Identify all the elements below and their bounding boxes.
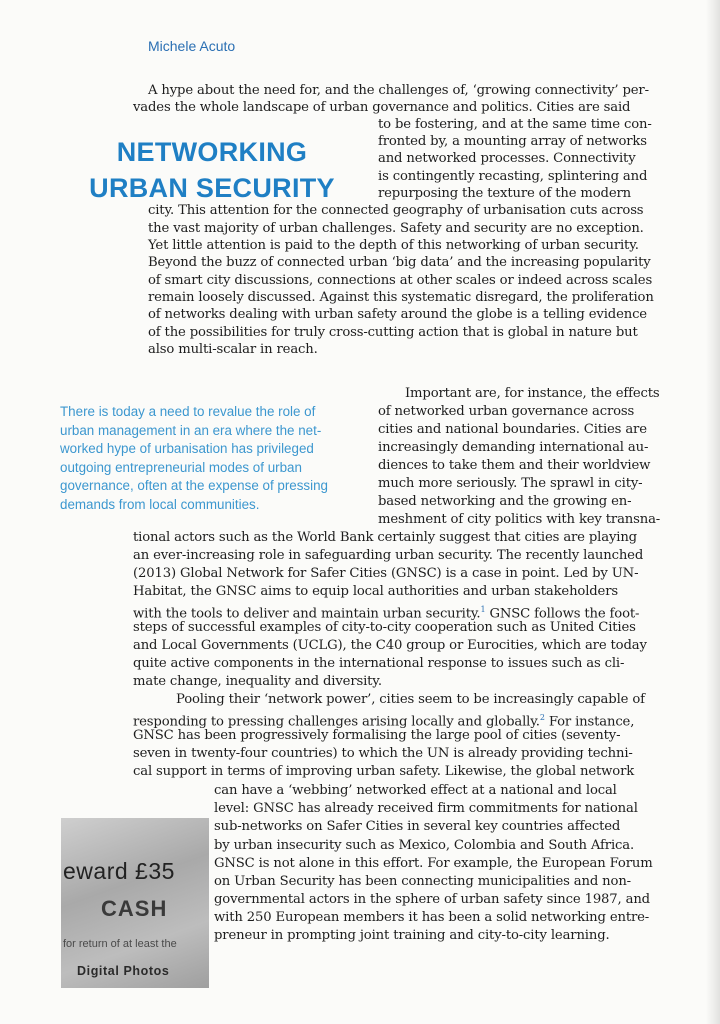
body-line: meshment of city politics with key transna- (378, 512, 661, 527)
body-line: diences to take them and their worldview (378, 458, 651, 473)
body-line: based networking and the growing en- (378, 494, 632, 509)
body-line-text: with the tools to deliver and maintain urban security. (133, 606, 481, 622)
body-line: much more seriously. The sprawl in city- (378, 476, 643, 491)
body-line: preneur in prompting joint training and city-to-city learning. (214, 928, 610, 943)
body-line: vades the whole landscape of urban governance and politics. Cities are said (133, 100, 631, 115)
pull-quote-line: There is today a need to revalue the role of (60, 404, 316, 419)
body-line: steps of successful examples of city-to-city cooperation such as United Cities (133, 620, 636, 635)
pull-quote-line: urban management in an era where the net- (60, 422, 322, 438)
reward-sticker-image (61, 818, 209, 988)
body-line: GNSC is not alone in this effort. For example, the European Forum (214, 856, 653, 871)
body-line: of the possibilities for truly cross-cutting action that is global in nature but (148, 325, 638, 340)
body-line: Important are, for instance, the effects (405, 386, 660, 401)
body-line: of networked urban governance across (378, 404, 635, 419)
body-line: tional actors such as the World Bank certainly suggest that cities are playing (133, 530, 637, 545)
body-line: remain loosely discussed. Against this systematic disregard, the proliferation (148, 290, 654, 305)
sticker-cash-text: CASH (101, 896, 168, 921)
body-line: governmental actors in the sphere of urban safety since 1987, and (214, 892, 650, 907)
body-line: (2013) Global Network for Safer Cities (GNSC) is a case in point. Led by UN- (133, 566, 639, 581)
author-name: Michele Acuto (148, 38, 236, 54)
body-line: and networked processes. Connectivity (378, 151, 636, 166)
pull-quote-line: demands from local communities. (60, 496, 260, 512)
body-line: Beyond the buzz of connected urban ‘big data’ and the increasing popularity (148, 255, 651, 270)
body-line: of smart city discussions, connections at other scales or indeed across scales (148, 273, 653, 288)
body-line: quite active components in the international response to issues such as cli- (133, 656, 625, 671)
body-line: GNSC has been progressively formalising the large pool of cities (seventy- (133, 728, 621, 743)
body-line: an ever-increasing role in safeguarding urban security. The recently launched (133, 548, 644, 563)
body-line: seven in twenty-four countries) to which the UN is already providing techni- (133, 746, 633, 761)
body-line: also multi-scalar in reach. (148, 342, 318, 357)
page-edge-shadow (706, 0, 720, 1024)
title-line-1: NETWORKING (116, 137, 308, 167)
body-line: cities and national boundaries. Cities are (378, 422, 647, 437)
body-line: level: GNSC has already received firm commitments for national (214, 801, 638, 816)
body-line: A hype about the need for, and the challenges of, ‘growing connectivity’ per- (148, 83, 649, 98)
body-line: Pooling their ‘network power’, cities seem to be increasingly capable of (176, 692, 645, 707)
body-line: cal support in terms of improving urban safety. Likewise, the global network (133, 764, 635, 779)
body-line: can have a ‘webbing’ networked effect at a national and local (214, 783, 617, 798)
body-line: of networks dealing with urban safety around the globe is a telling evidence (148, 307, 647, 322)
body-line: and Local Governments (UCLG), the C40 group or Eurocities, which are today (133, 638, 647, 653)
body-line: fronted by, a mounting array of networks (378, 134, 647, 149)
body-line: Habitat, the GNSC aims to equip local authorities and urban stakeholders (133, 584, 618, 599)
body-line: repurposing the texture of the modern (378, 186, 632, 201)
sticker-reward-text: eward £35 (63, 858, 175, 884)
body-line: the vast majority of urban challenges. Safety and security are no exception. (148, 221, 644, 236)
body-line-text: For instance, (544, 714, 635, 730)
pull-quote-line: governance, often at the expense of pressing (60, 478, 328, 494)
body-line: city. This attention for the connected geography of urbanisation cuts across (148, 203, 644, 218)
body-line-text: GNSC follows the foot- (485, 606, 640, 622)
footnote-ref-2[interactable]: 2 (539, 713, 545, 722)
body-line: Yet little attention is paid to the depth of this networking of urban security. (148, 238, 639, 253)
title-line-2: URBAN SECURITY (89, 173, 335, 203)
pull-quote-line: outgoing entrepreneurial modes of urban (60, 459, 302, 475)
body-line: mate change, inequality and diversity. (133, 674, 382, 689)
body-line-text: responding to pressing challenges arising locally and globally. (133, 714, 540, 730)
body-line: on Urban Security has been connecting municipalities and non- (214, 874, 631, 889)
body-line: sub-networks on Safer Cities in several key countries affected (214, 819, 621, 834)
body-line: with 250 European members it has been a solid networking entre- (214, 910, 650, 925)
body-line: is contingently recasting, splintering and (378, 169, 648, 184)
body-line: to be fostering, and at the same time con- (378, 117, 652, 132)
pull-quote (60, 403, 370, 515)
sticker-photos-text: Digital Photos (77, 964, 170, 978)
body-line: increasingly demanding international au- (378, 440, 649, 455)
article-title (62, 134, 362, 206)
sticker-return-text: for return of at least the (63, 938, 177, 950)
pull-quote-line: worked hype of urbanisation has privileged (60, 441, 314, 457)
footnote-ref-1[interactable]: 1 (480, 605, 486, 614)
body-line: by urban insecurity such as Mexico, Colombia and South Africa. (214, 838, 635, 853)
